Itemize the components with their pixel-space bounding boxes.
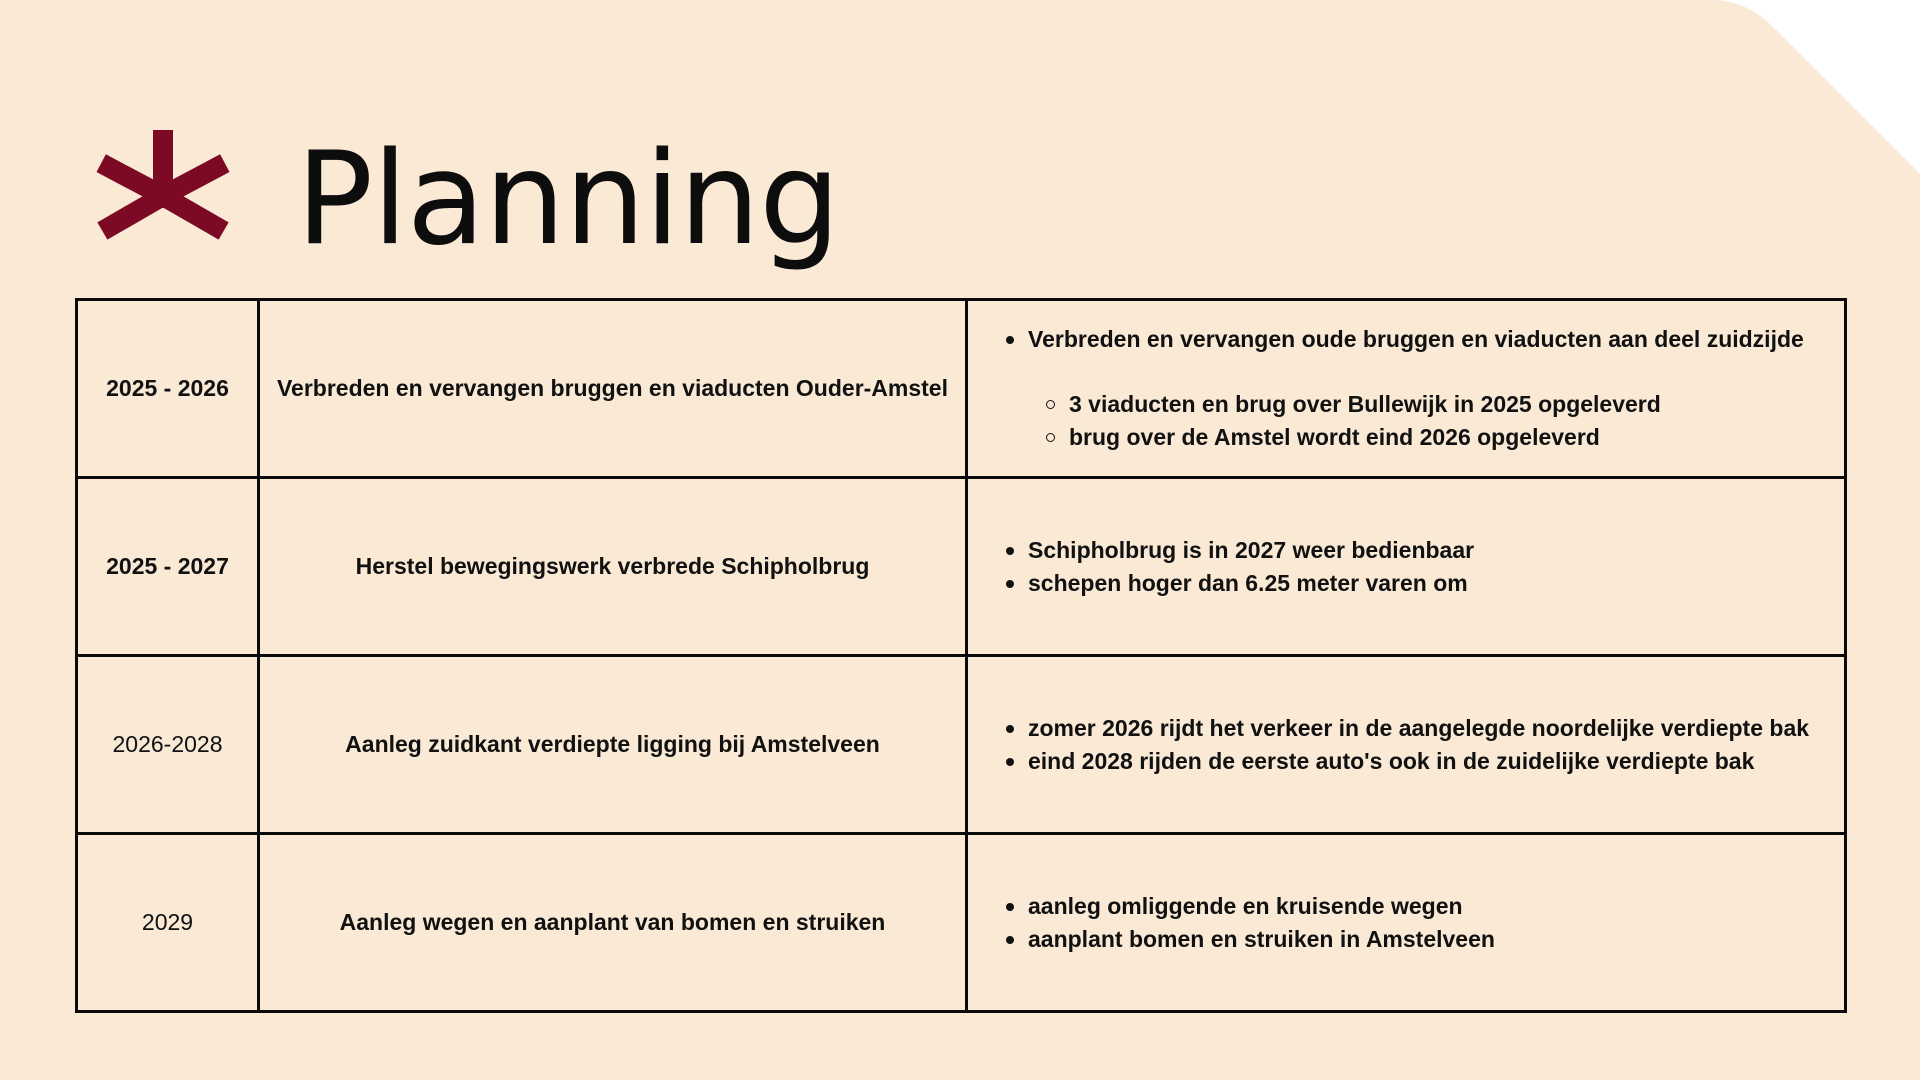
details-cell [967, 300, 1846, 478]
bullet-item [998, 567, 1844, 600]
task-cell: Aanleg wegen en aanplant van bomen en struiken [259, 834, 967, 1012]
page-title: Planning [296, 125, 840, 274]
details-cell [967, 656, 1846, 834]
bullet-list [998, 712, 1844, 778]
table-row [77, 300, 1846, 478]
bullet-text: aanplant bomen en struiken in Amstelveen [1028, 925, 1495, 952]
bullet-text: schepen hoger dan 6.25 meter varen om [1028, 569, 1468, 596]
bullet-item [998, 890, 1844, 923]
bullet-item [998, 745, 1844, 778]
planning-table [75, 298, 1847, 1013]
bullet-text: Verbreden en vervangen oude bruggen en viaducten aan deel zuidzijde [1028, 326, 1804, 352]
table-row [77, 834, 1846, 1012]
bullet-item [998, 923, 1844, 956]
bullet-list [998, 890, 1844, 956]
bullet-item [998, 323, 1844, 454]
bullet-item [998, 534, 1844, 567]
bullet-text: aanleg omliggende en kruisende wegen [1028, 892, 1463, 919]
task-cell: Verbreden en vervangen bruggen en viaducten Ouder-Amstel [259, 300, 967, 478]
slide-header [88, 120, 839, 280]
bullet-text: eind 2028 rijden de eerste auto's ook in de zuidelijke verdiepte bak [1028, 747, 1755, 774]
bullet-list [998, 323, 1844, 454]
asterisk-logo-icon [88, 130, 238, 270]
bullet-text: zomer 2026 rijdt het verkeer in de aangelegde noordelijke verdiepte bak [1028, 714, 1810, 741]
sub-bullet-item: brug over de Amstel wordt eind 2026 opgeleverd [1028, 421, 1844, 454]
period-cell: 2029 [77, 834, 259, 1012]
bullet-item [998, 712, 1844, 745]
sub-bullet-item: 3 viaducten en brug over Bullewijk in 2025 opgeleverd [1028, 388, 1844, 421]
task-cell: Aanleg zuidkant verdiepte ligging bij Amstelveen [259, 656, 967, 834]
period-cell: 2025 - 2027 [77, 478, 259, 656]
details-cell [967, 478, 1846, 656]
table-row [77, 478, 1846, 656]
details-cell [967, 834, 1846, 1012]
period-cell: 2026-2028 [77, 656, 259, 834]
bullet-list [998, 534, 1844, 600]
corner-decoration [1660, 0, 1920, 260]
table-row [77, 656, 1846, 834]
task-cell: Herstel bewegingswerk verbrede Schipholbrug [259, 478, 967, 656]
period-cell: 2025 - 2026 [77, 300, 259, 478]
sub-bullet-list [1028, 388, 1844, 454]
bullet-text: Schipholbrug is in 2027 weer bedienbaar [1028, 536, 1475, 563]
